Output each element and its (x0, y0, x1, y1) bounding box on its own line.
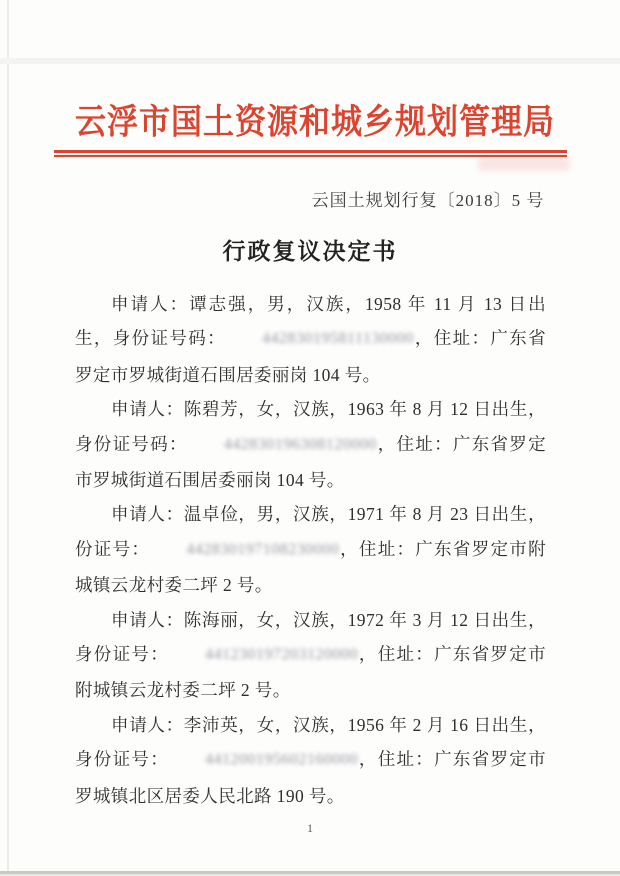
applicant-paragraph (75, 603, 546, 708)
applicant-text-pre: 申请人：陈海丽，女，汉族，1972 年 3 月 12 日出生，身份证号： (75, 609, 546, 665)
document-title: 行政复议决定书 (222, 239, 398, 264)
redacted-id-number: 441230197203120000 (205, 646, 358, 664)
applicant-paragraph (75, 708, 546, 813)
document-number: 云国土规划行复〔2018〕5 号 (311, 191, 545, 210)
redacted-id-number: 442830197108230000 (186, 540, 340, 558)
applicant-text-post: ，住址：广东省罗定市罗城镇北区居委人民北路 190 号。 (75, 749, 546, 806)
applicant-paragraph (75, 392, 546, 497)
letterhead-agency-name: 云浮市国土资源和城乡规划管理局 (75, 101, 555, 142)
applicant-text-post: ，住址：广东省罗定市罗城街道石围居委丽岗 104 号。 (75, 433, 546, 491)
applicant-paragraph (75, 497, 546, 602)
applicant-text-post: ，住址：广东省罗定市罗城街道石围居委丽岗 104 号。 (75, 328, 546, 385)
scan-band-top (0, 58, 620, 64)
scan-red-smudge (478, 156, 570, 171)
applicant-paragraph (75, 287, 546, 392)
applicants (75, 287, 546, 813)
applicant-text-pre: 申请人：李沛英，女，汉族，1956 年 2 月 16 日出生，身份证号： (75, 714, 546, 770)
redacted-id-number: 442830196308120000 (223, 435, 377, 453)
applicant-text-post: ，住址：广东省罗定市附城镇云龙村委二坪 2 号。 (75, 644, 546, 701)
redacted-id-number: 442830195811130000 (262, 330, 414, 348)
applicant-text-post: ，住址：广东省罗定市附城镇云龙村委二坪 2 号。 (75, 538, 546, 596)
page-number: 1 (307, 821, 313, 835)
applicant-text-pre: 申请人：陈碧芳，女，汉族，1963 年 8 月 12 日出生，身份证号码： (75, 399, 546, 454)
scan-edge-left (7, 0, 9, 876)
applicant-text-pre: 申请人：温卓俭，男，汉族，1971 年 8 月 23 日出生，份证号： (75, 504, 546, 559)
redacted-id-number: 441200195602160000 (205, 751, 358, 769)
applicant-text-pre: 申请人：谭志强，男，汉族，1958 年 11 月 13 日出生，身份证号码： (75, 294, 546, 349)
